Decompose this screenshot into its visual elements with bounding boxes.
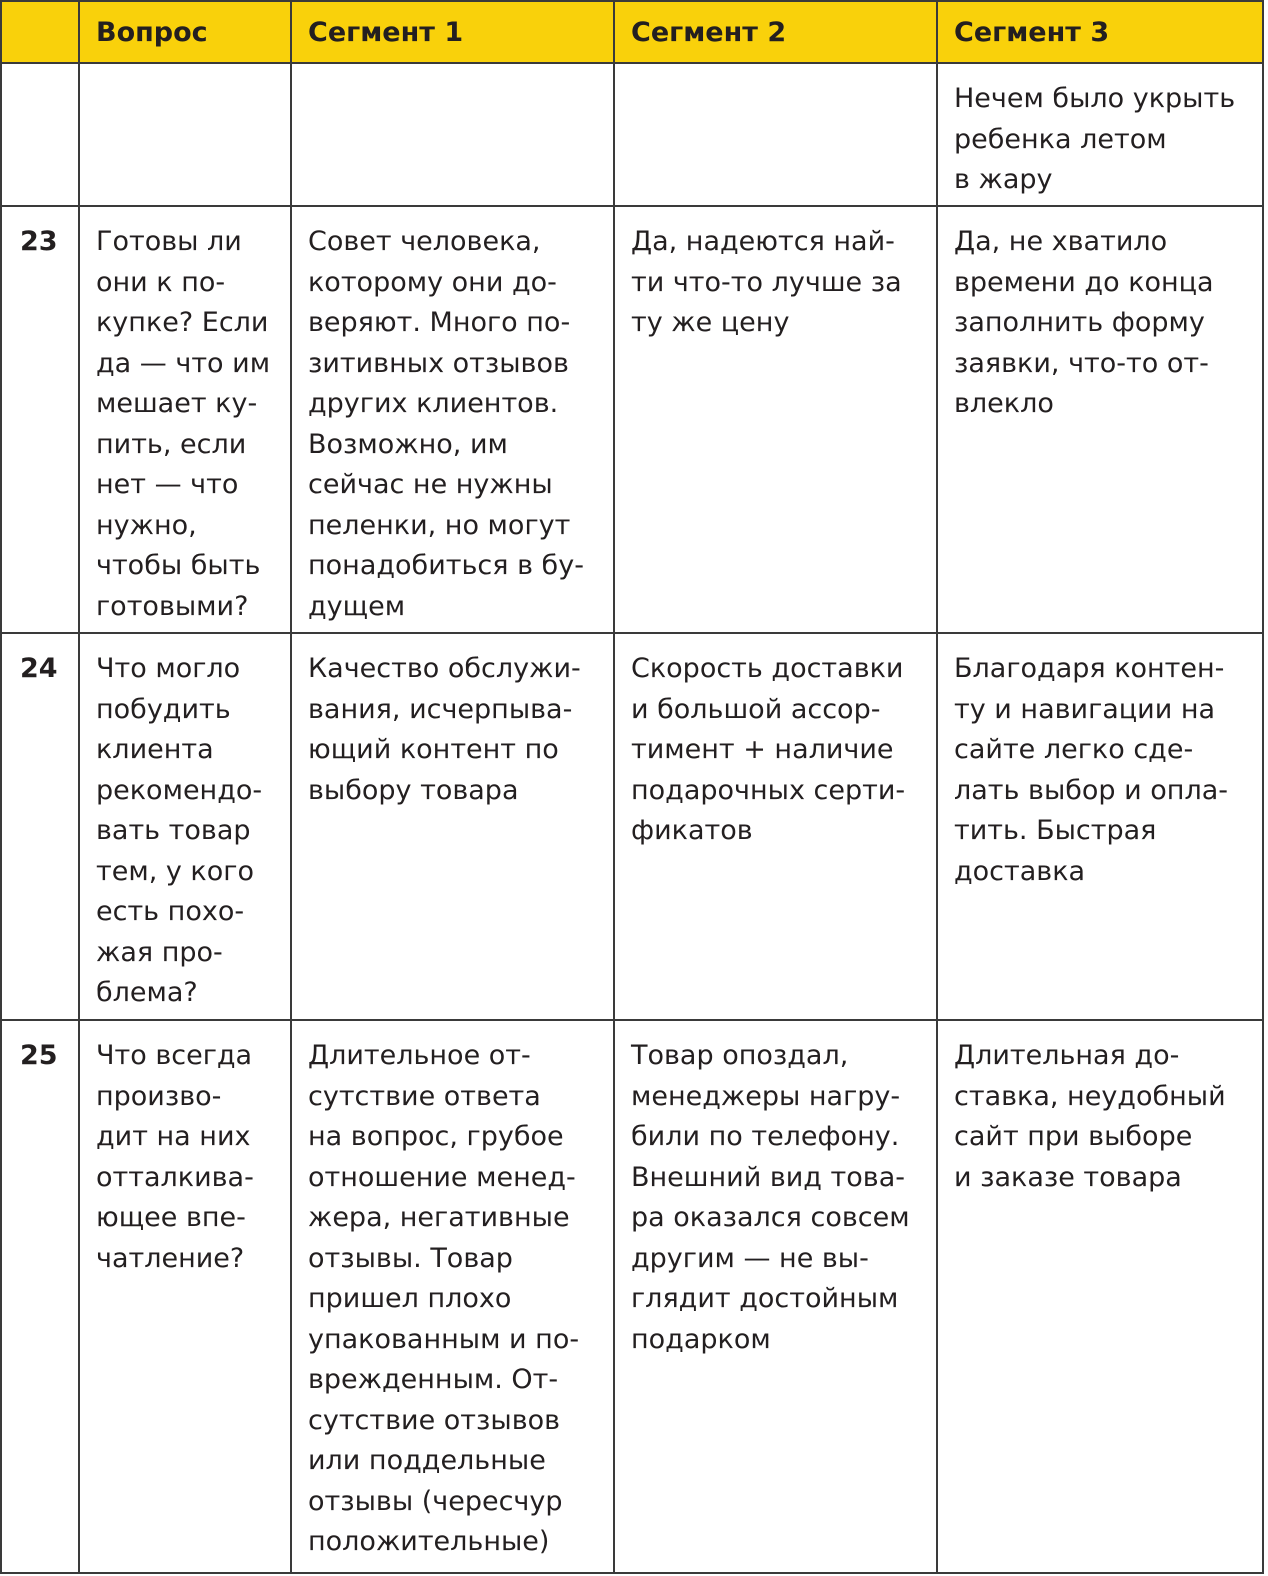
header-row <box>1 1 1263 63</box>
question-cell: Что могло побудить клиента рекомендо- вать товар тем, у кого есть похо- жая про- блема? <box>79 633 291 1020</box>
header-segment-1: Сегмент 1 <box>291 1 614 63</box>
row-number <box>1 63 79 206</box>
table-row <box>1 633 1263 1020</box>
segment-3-cell: Благодаря контен- ту и навигации на сайте легко сде- лать выбор и опла- тить. Быстрая доставка <box>937 633 1263 1020</box>
question-cell: Готовы ли они к по- купке? Если да — что им мешает ку- пить, если нет — что нужно, чтобы быть готовыми? <box>79 206 291 633</box>
table-row <box>1 1020 1263 1573</box>
table-row <box>1 63 1263 206</box>
segment-2-cell: Товар опоздал, менеджеры нагру- били по телефону. Внешний вид това- ра оказался совсем другим — не вы- глядит достойным подарком <box>614 1020 937 1573</box>
row-number: 24 <box>1 633 79 1020</box>
segment-1-cell <box>291 63 614 206</box>
segment-3-cell: Длительная до- ставка, неудобный сайт при выборе и заказе товара <box>937 1020 1263 1573</box>
segment-2-cell <box>614 63 937 206</box>
question-cell: Что всегда произво- дит на них отталкива- ющее впе- чатление? <box>79 1020 291 1573</box>
question-cell <box>79 63 291 206</box>
segment-3-cell: Нечем было укрыть ребенка летом в жару <box>937 63 1263 206</box>
segment-2-cell: Да, надеются най- ти что-то лучше за ту же цену <box>614 206 937 633</box>
table-row <box>1 206 1263 633</box>
header-question: Вопрос <box>79 1 291 63</box>
segment-1-cell: Совет человека, которому они до- веряют. Много по- зитивных отзывов других клиентов. Возможно, им сейчас не нужны пеленки, но могут понадобиться в бу- дущем <box>291 206 614 633</box>
segment-3-cell: Да, не хватило времени до конца заполнить форму заявки, что-то от- влекло <box>937 206 1263 633</box>
header-segment-2: Сегмент 2 <box>614 1 937 63</box>
header-num <box>1 1 79 63</box>
row-number: 25 <box>1 1020 79 1573</box>
segment-1-cell: Качество обслужи- вания, исчерпыва- ющий контент по выбору товара <box>291 633 614 1020</box>
row-number: 23 <box>1 206 79 633</box>
header-segment-3: Сегмент 3 <box>937 1 1263 63</box>
segment-2-cell: Скорость доставки и большой ассор- тимент + наличие подарочных серти- фикатов <box>614 633 937 1020</box>
segment-1-cell: Длительное от- сутствие ответа на вопрос, грубое отношение менед- жера, негативные отзывы. Товар пришел плохо упакованным и по- врежденным. От- сутствие отзывов или поддельные отзывы (чересчур положительные) <box>291 1020 614 1573</box>
